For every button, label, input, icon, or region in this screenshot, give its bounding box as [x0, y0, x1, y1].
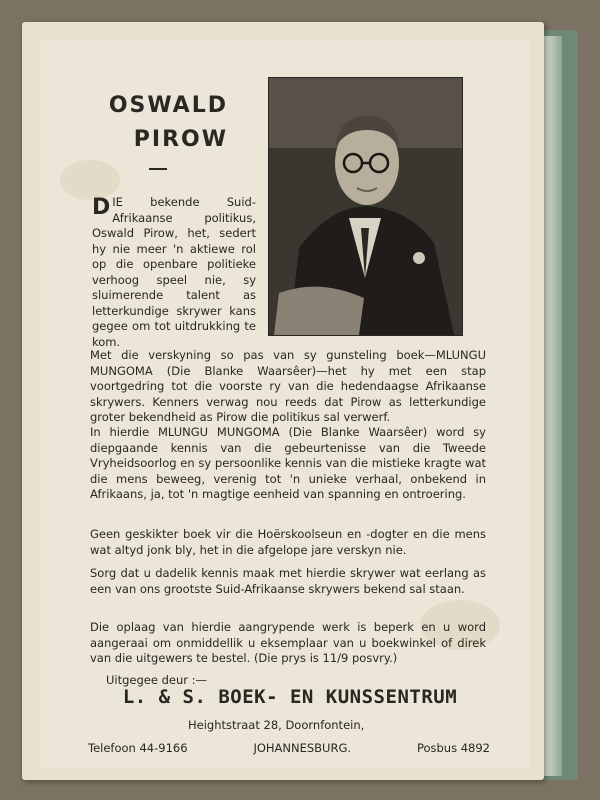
paragraph-school-recommendation: Geen geskikter boek vir die Hoërskoolseun en -dogter en die mens wat altyd jonk bly, het in die afgelope jare verskyn nie. — [90, 527, 486, 557]
contact-row — [88, 741, 490, 755]
author-first-name: OSWALD — [108, 93, 228, 118]
drop-cap: D — [92, 195, 111, 220]
publisher-label: Uitgegee deur :— — [106, 673, 208, 687]
title-dash — [149, 168, 167, 170]
portrait-illustration — [269, 78, 462, 335]
publisher-name: L. & S. BOEK- EN KUNSSENTRUM — [122, 686, 458, 708]
lead-paragraph-text: IE bekende Suid-Afrikaanse politikus, Oswald Pirow, het, sedert hy nie meer 'n aktiewe rol op die openbare politieke verhoog speel nie, sy sluimerende talent as letterkundige skrywer kans gegee om tot uitdrukking te kom. — [92, 195, 256, 349]
paragraph-order-notice: Die oplaag van hierdie aangrypende werk is beperk en u word aangeraai om onmiddellik u eksemplaar van u boekwinkel of direk van die uitgewers te bestel. (Die prys is 11/9 posvry.) — [90, 620, 486, 665]
paragraph-author-fame: Sorg dat u dadelik kennis maak met hierdie skrywer wat eerlang as een van ons grootste Suid-Afrikaanse skrywers bekend sal staan. — [90, 566, 486, 596]
publisher-address: Heightstraat 28, Doornfontein, — [188, 718, 365, 732]
lead-paragraph — [92, 195, 256, 350]
po-box: Posbus 4892 — [416, 741, 490, 755]
paragraph-story-description: In hierdie MLUNGU MUNGOMA (Die Blanke Waarsêer) word sy diepgaande kennis van die gebeurtenisse van die Tweede Vryheidsoorlog en sy persoonlike kennis van die mistieke kragte wat die mens beweeg, verenig tot 'n unieke verhaal, onbekend in Afrikaans, ja, tot 'n magtige eenheid van spanning en ontroering. — [90, 425, 486, 501]
author-last-name: PIROW — [133, 127, 228, 152]
city-name: JOHANNESBURG. — [253, 741, 352, 755]
author-portrait-photo — [268, 77, 463, 336]
paper-stain — [60, 160, 120, 200]
paragraph-mlungu-intro: Met die verskyning so pas van sy gunsteling boek—MLUNGU MUNGOMA (Die Blanke Waarsêer)—het hy met een stap voortgedring tot die voorste ry van die hedendaagse Afrikaanse skrywers. Kenners verwag nou reeds dat Pirow as letterkundige groter bekendheid as Pirow die politikus sal verwerf. — [90, 348, 486, 424]
author-name — [88, 89, 228, 157]
telephone-number: Telefoon 44-9166 — [88, 741, 188, 755]
